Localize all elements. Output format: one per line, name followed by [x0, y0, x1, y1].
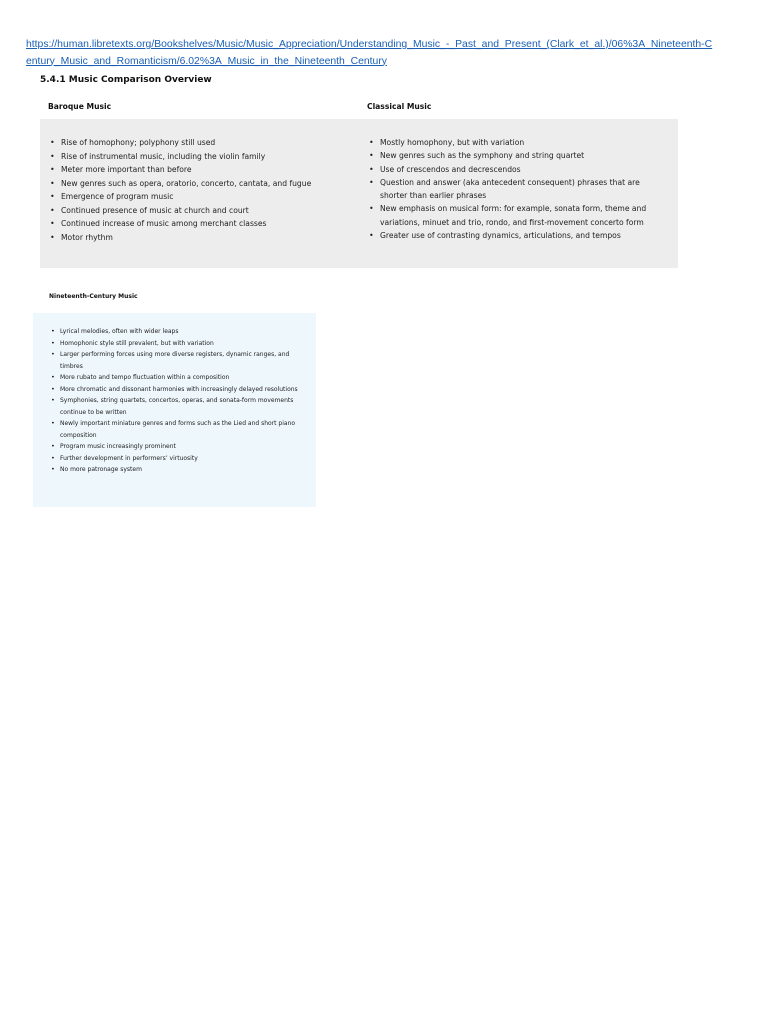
list-item: • Use of crescendos and decrescendos	[369, 163, 659, 176]
classical-heading: Classical Music	[367, 102, 432, 111]
comparison-table-body	[40, 119, 678, 268]
classical-list	[369, 136, 659, 242]
list-item: • New genres such as the symphony and string quartet	[369, 149, 659, 162]
list-item: • Motor rhythm	[50, 231, 350, 245]
list-item: • Program music increasingly prominent	[51, 441, 303, 453]
baroque-heading: Baroque Music	[48, 102, 112, 111]
comparison-overview-panel	[40, 72, 678, 268]
list-item: • More chromatic and dissonant harmonies with increasingly delayed resolutions	[51, 384, 303, 396]
list-item: • Symphonies, string quartets, concertos, operas, and sonata-form movements continue to be written	[51, 395, 303, 418]
list-item: • No more patronage system	[51, 464, 303, 476]
list-item: • New genres such as opera, oratorio, concerto, cantata, and fugue	[50, 177, 350, 191]
list-item: • Larger performing forces using more diverse registers, dynamic ranges, and timbres	[51, 349, 303, 372]
list-item: • Newly important miniature genres and forms such as the Lied and short piano composition	[51, 418, 303, 441]
list-item: • Continued presence of music at church and court	[50, 204, 350, 218]
list-item: • Rise of homophony; polyphony still used	[50, 136, 350, 150]
list-item: • Question and answer (aka antecedent consequent) phrases that are shorter than earlier phrases	[369, 176, 659, 203]
list-item: • Continued increase of music among merchant classes	[50, 217, 350, 231]
list-item: • Meter more important than before	[50, 163, 350, 177]
list-item: • Homophonic style still prevalent, but with variation	[51, 338, 303, 350]
list-item: • Lyrical melodies, often with wider leaps	[51, 326, 303, 338]
list-item: • Mostly homophony, but with variation	[369, 136, 659, 149]
baroque-list	[50, 136, 350, 244]
list-item: • More rubato and tempo fluctuation within a composition	[51, 372, 303, 384]
section-title: 5.4.1 Music Comparison Overview	[40, 75, 212, 85]
list-item: • Rise of instrumental music, including the violin family	[50, 150, 350, 164]
source-url-link[interactable]: https://human.libretexts.org/Bookshelves/Music/Music_Appreciation/Understanding_Music_-_Past_and_Present_(Clark_et_al.)/06%3A_Nineteenth-Century_Music_and_Romanticism/6.02%3A_Music_in_the_Nineteenth_Century	[26, 39, 713, 67]
nineteenth-heading: Nineteenth-Century Music	[49, 293, 138, 300]
nineteenth-body	[33, 313, 316, 507]
nineteenth-header	[33, 283, 316, 313]
list-item: • New emphasis on musical form: for example, sonata form, theme and variations, minuet and trio, rondo, and first-movement concerto form	[369, 202, 659, 229]
nineteenth-century-panel	[33, 283, 316, 507]
list-item: • Emergence of program music	[50, 190, 350, 204]
nineteenth-list	[51, 326, 303, 476]
list-item: • Further development in performers’ virtuosity	[51, 453, 303, 465]
list-item: • Greater use of contrasting dynamics, articulations, and tempos	[369, 229, 659, 242]
